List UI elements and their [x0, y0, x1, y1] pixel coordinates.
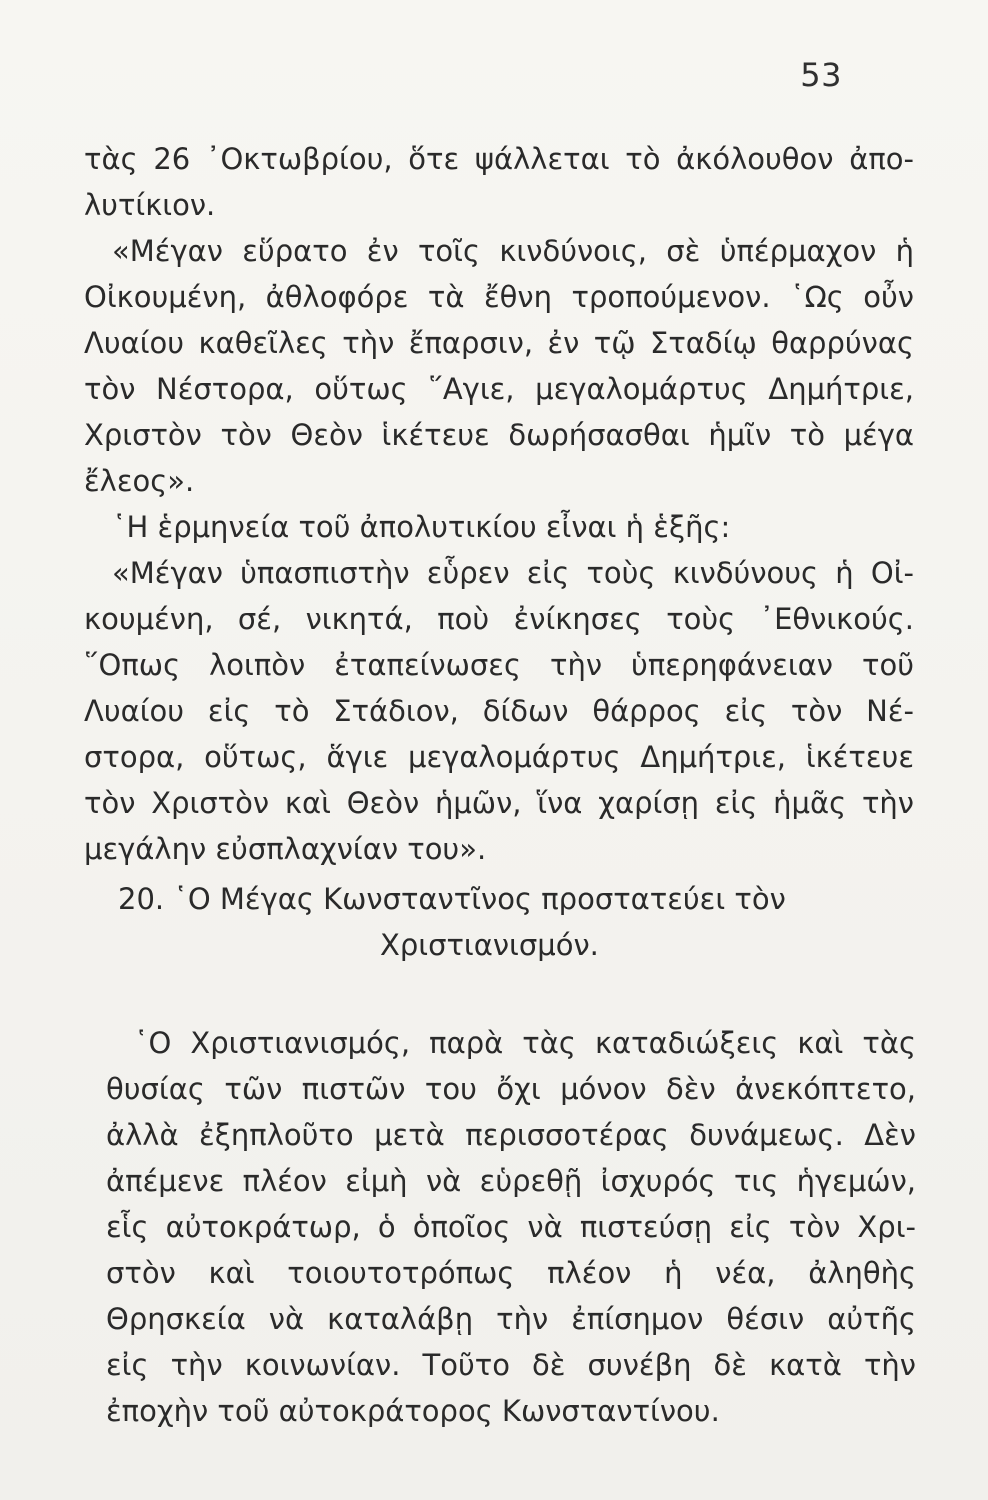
- text-line: λυτίκιον.: [84, 188, 216, 222]
- text-line: στορα, οὕτως, ἅγιε μεγαλομάρτυς Δημήτριε, ἱκέτευε: [84, 740, 914, 774]
- text-line: ῞Οπως λοιπὸν ἐταπείνωσες τὴν ὑπερηφάνειαν τοῦ: [84, 648, 914, 682]
- text-line: ἐποχὴν τοῦ αὐτοκράτορος Κωνσταντίνου.: [106, 1394, 720, 1428]
- section-heading-line-1: 20. ῾Ο Μέγας Κωνσταντῖνος προστατεύει τὸν: [118, 882, 786, 916]
- text-line: μεγάλην εὐσπλαχνίαν του».: [84, 832, 487, 866]
- paragraph-christianity: [106, 1020, 916, 1434]
- text-line: ἀπέμενε πλέον εἰμὴ νὰ εὑρεθῇ ἰσχυρός τις ἡγεμών,: [106, 1164, 916, 1198]
- text-line: Λυαίου καθεῖλες τὴν ἔπαρσιν, ἐν τῷ Σταδίῳ θαρρύνας: [84, 326, 914, 360]
- text-line: θυσίας τῶν πιστῶν του ὄχι μόνον δὲν ἀνεκόπτετο,: [106, 1072, 916, 1106]
- paragraph-apolytikion: [84, 136, 914, 872]
- text-line: τὰς 26 ᾿Οκτωβρίου, ὅτε ψάλλεται τὸ ἀκόλουθον ἀπο-: [84, 142, 914, 176]
- text-line: ἔλεος».: [84, 464, 195, 498]
- section-heading: [118, 876, 898, 968]
- text-line: ἀλλὰ ἐξηπλοῦτο μετὰ περισσοτέρας δυνάμεως. Δὲν: [106, 1118, 916, 1152]
- page-number: 53: [800, 56, 842, 94]
- section-heading-line-2: Χριστιανισμόν.: [380, 928, 599, 962]
- text-line: «Μέγαν ὑπασπιστὴν εὗρεν εἰς τοὺς κινδύνους ἡ Οἰ-: [112, 556, 914, 590]
- text-line: εἷς αὐτοκράτωρ, ὁ ὁποῖος νὰ πιστεύσῃ εἰς τὸν Χρι-: [106, 1210, 916, 1244]
- text-line: Λυαίου εἰς τὸ Στάδιον, δίδων θάρρος εἰς τὸν Νέ-: [84, 694, 914, 728]
- text-line: Χριστὸν τὸν Θεὸν ἱκέτευε δωρήσασθαι ἡμῖν τὸ μέγα: [84, 418, 914, 452]
- text-line: ῾Ο Χριστιανισμός, παρὰ τὰς καταδιώξεις καὶ τὰς: [134, 1026, 916, 1060]
- text-line: Θρησκεία νὰ καταλάβῃ τὴν ἐπίσημον θέσιν αὐτῆς: [106, 1302, 916, 1336]
- text-line: ῾Η ἑρμηνεία τοῦ ἀπολυτικίου εἶναι ἡ ἑξῆς:: [112, 510, 731, 544]
- text-line: «Μέγαν εὕρατο ἐν τοῖς κινδύνοις, σὲ ὑπέρμαχον ἡ: [112, 234, 914, 268]
- text-line: Οἰκουμένη, ἀθλοφόρε τὰ ἔθνη τροπούμενον. ῾Ως οὖν: [84, 280, 914, 314]
- text-line: στὸν καὶ τοιουτοτρόπως πλέον ἡ νέα, ἀληθὴς: [106, 1256, 916, 1290]
- text-line: τὸν Χριστὸν καὶ Θεὸν ἡμῶν, ἵνα χαρίσῃ εἰς ἡμᾶς τὴν: [84, 786, 914, 820]
- text-line: τὸν Νέστορα, οὕτως ῞Αγιε, μεγαλομάρτυς Δημήτριε,: [84, 372, 914, 406]
- text-line: εἰς τὴν κοινωνίαν. Τοῦτο δὲ συνέβη δὲ κατὰ τὴν: [106, 1348, 916, 1382]
- text-line: κουμένη, σέ, νικητά, ποὺ ἐνίκησες τοὺς ᾿Εθνικούς.: [84, 602, 914, 636]
